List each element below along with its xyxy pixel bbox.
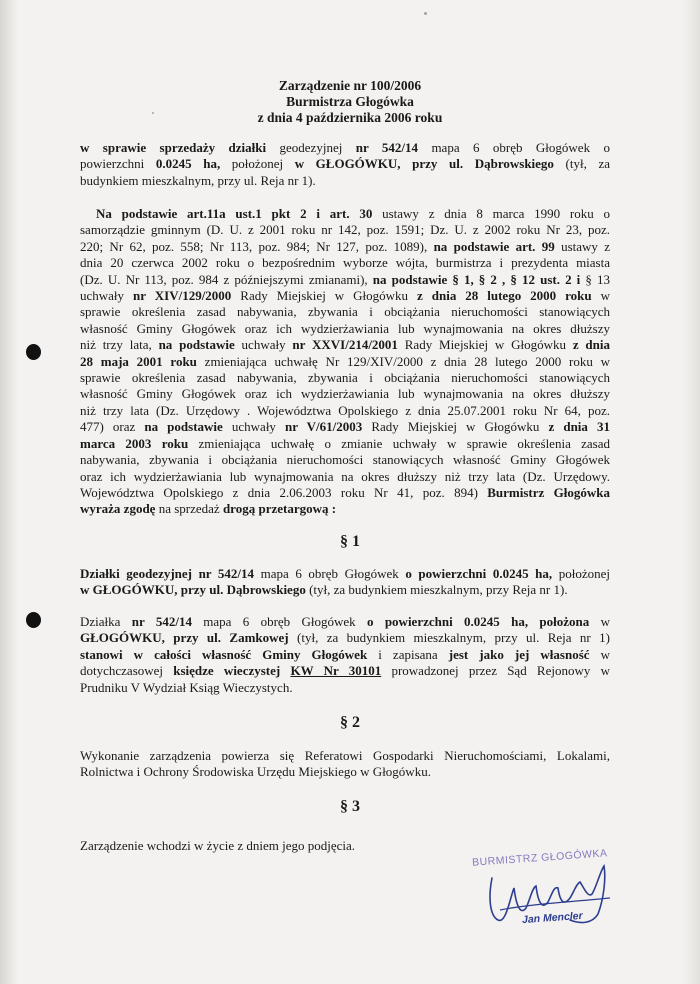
text-line [80, 222, 610, 238]
bold-text: nr 542/14 [131, 614, 192, 629]
intro-text: powierzchni [80, 156, 156, 172]
text: 477) oraz [80, 419, 145, 435]
mayor-name-stamp: Jan Mencler [521, 909, 584, 927]
mayor-stamp-title: BURMISTRZ GŁOGÓWKA [471, 847, 608, 869]
text: w [589, 614, 610, 629]
text: dnia 20 czerwca 2002 roku o bezpośrednim wyborze wójta, burmistrza i prezydenta miasta [80, 255, 610, 271]
legal-basis-paragraph [80, 206, 610, 518]
bold-text: o powierzchni 0.0245 ha, [405, 566, 553, 581]
intro-bold: w sprawie sprzedaży działki [80, 140, 267, 155]
scan-speck [424, 12, 427, 15]
text: § 13 [580, 271, 611, 287]
text-line [80, 386, 610, 402]
bold-text: Burmistrz Głogówka [487, 484, 610, 500]
intro-bold: nr 542/14 [355, 140, 419, 155]
text-line [80, 485, 610, 501]
bold-text: z dnia 28 lutego 2000 roku [417, 288, 592, 304]
text: 220; Nr 62, poz. 558; Nr 113, poz. 984; Nr 127, poz. 1089), [80, 238, 434, 254]
text: sprawie określenia zasad nabywania, zbywania i obciążania nieruchomości stanowiących [80, 370, 610, 386]
punch-hole-top [26, 344, 41, 360]
text: oraz ich wydzierżawiania lub wynajmowania na okres dłuższy niż trzy lata (Dz. Urzędowy. [80, 468, 610, 484]
text-line [80, 647, 610, 663]
text: mapa 6 obręb Głogówek [191, 614, 367, 629]
text: Rady Miejskiej w Głogówku [231, 288, 417, 304]
punch-hole-bottom [26, 612, 41, 628]
intro-text: geodezyjnej [266, 140, 356, 155]
text: Rady Miejskiej w Głogówku [397, 337, 573, 353]
bold-text: z dnia 31 [548, 419, 611, 435]
section-1-ownership-paragraph [80, 614, 610, 696]
section-2-paragraph [80, 748, 610, 781]
bold-text: nr XIV/129/2000 [133, 288, 232, 304]
bold-text: na podstawie [144, 419, 223, 435]
bold-text: w GŁOGÓWKU, przy ul. Dąbrowskiego [80, 582, 306, 598]
document-date: z dnia 4 października 2006 roku [257, 110, 443, 125]
text: mapa 6 obręb Głogówek [254, 566, 406, 581]
text-line [80, 630, 610, 646]
text-line [80, 452, 610, 468]
text-line [80, 239, 610, 255]
intro-text: mapa 6 obręb Głogówek o [418, 140, 610, 155]
text: nabywania, zbywania i obciążania nieruchomości stanowiących własność Gminy Głogówek [80, 452, 610, 468]
bold-text: Na podstawie art.11a ust.1 pkt 2 i art. 30 [96, 206, 373, 221]
text: (tył, za budynkiem mieszkalnym, przy Reja nr 1). [305, 582, 568, 598]
bold-text: KW Nr 30101 [290, 663, 382, 679]
bold-text: wyraża zgodę [80, 501, 156, 517]
text: Województwa Opolskiego z dnia 2.06.2003 roku Nr 41, poz. 894) [80, 484, 488, 500]
text: uchwały [80, 288, 134, 304]
bold-text: 28 maja 2001 roku [80, 353, 197, 369]
text: własność Gminy Głogówek oraz ich wydzierżawiania lub wynajmowania na okres dłuższy [80, 320, 610, 336]
bold-text: na podstawie art. 99 [433, 238, 555, 254]
intro-bold: w GŁOGÓWKU, przy ul. Dąbrowskiego [294, 156, 554, 172]
text: dotychczasowej [80, 663, 174, 679]
text: ustawy z dnia 8 marca 1990 roku o [372, 206, 610, 221]
document-title: Zarządzenie nr 100/2006 [278, 78, 422, 93]
scan-shadow-left [0, 0, 18, 984]
bold-text: marca 2003 roku [80, 435, 189, 451]
text: zmieniająca uchwałę o zmianie uchwały w sprawie określenia zasad [188, 435, 610, 451]
bold-text: nr V/61/2003 [285, 419, 363, 435]
text-line [80, 436, 610, 452]
text-line [80, 337, 610, 353]
text: prowadzonej przez Sąd Rejonowy w [381, 663, 610, 679]
text: niż trzy lata, [80, 337, 159, 353]
text-line [80, 469, 610, 485]
text: Rady Miejskiej w Głogówku [362, 419, 549, 435]
intro-bold: 0.0245 ha, [155, 156, 221, 172]
intro-line [80, 140, 610, 156]
bold-text: Działki geodezyjnej nr 542/14 [80, 566, 255, 581]
text-line [80, 582, 610, 598]
bold-text: jest jako jej własność [448, 646, 590, 662]
text: na sprzedaż [155, 501, 223, 517]
text: Prudniku V Wydział Ksiąg Wieczystych. [80, 679, 293, 695]
text-line [80, 566, 610, 582]
text [280, 663, 290, 678]
text: własność Gminy Głogówek oraz ich wydzierżawiania lub wynajmowania na okres dłuższy [80, 386, 610, 402]
text: sprawie określenia zasad nabywania, zbywania i obciążania nieruchomości stanowiących [80, 304, 610, 320]
bold-text: na podstawie [158, 337, 235, 353]
text-line [80, 614, 610, 630]
section-2-heading: § 2 [340, 714, 360, 731]
text: uchwały [222, 419, 286, 435]
text: w [589, 646, 611, 662]
intro-line: budynkiem mieszkalnym, przy ul. Reja nr 1). [80, 172, 316, 188]
section-3-line: Zarządzenie wchodzi w życie z dniem jego podjęcia. [80, 838, 356, 853]
text: w [591, 288, 611, 304]
bold-text: nr XXVI/214/2001 [292, 337, 398, 353]
text: ustawy z [554, 238, 610, 254]
section-2-line: Wykonanie zarządzenia powierza się Referatowi Gospodarki Nieruchomościami, Lokalami, [80, 748, 610, 763]
bold-text: drogą przetargową : [222, 501, 337, 517]
section-2-line: Rolnictwa i Ochrony Środowiska Urzędu Miejskiego w Głogówku. [80, 764, 431, 780]
text-line [80, 663, 610, 679]
text-line [80, 288, 610, 304]
bold-text: GŁOGÓWKU, przy ul. Zamkowej [80, 630, 289, 646]
document-issuer: Burmistrza Głogówka [286, 94, 414, 109]
text-line [80, 272, 610, 288]
text: uchwały [234, 337, 293, 353]
bold-text: stanowi w całości własność Gminy Głogówek [80, 646, 368, 662]
bold-text: z dnia [572, 337, 611, 353]
text-line [80, 370, 610, 386]
text-line [80, 501, 610, 517]
text: (tył, za budynkiem mieszkalnym, przy ul. Reja nr 1) [288, 630, 610, 646]
text: samorządzie gminnym (D. U. z 2001 roku nr 142, poz. 1591; Dz. U. z 2002 roku Nr 23, poz. [80, 222, 610, 238]
text: (Dz. U. Nr 113, poz. 984 z późniejszymi zmianami), [80, 271, 373, 287]
section-3-heading: § 3 [340, 798, 360, 815]
bold-text: na podstawie § 1, § 2 , § 12 ust. 2 i [372, 271, 581, 287]
text-line [80, 206, 610, 222]
text-line [80, 321, 610, 337]
intro-text: (tył, za [553, 156, 610, 172]
text: niż trzy lata (Dz. Urzędowy . Województwa Opolskiego z dnia 25.07.2001 roku Nr 64, poz. [80, 402, 610, 418]
intro-text: położonej [220, 156, 295, 172]
section-1-heading: § 1 [340, 533, 360, 550]
text-line [80, 680, 610, 696]
text: położonej [552, 566, 610, 581]
text: zmieniająca uchwałę Nr 129/XIV/2000 z dnia 28 lutego 2000 roku w [196, 353, 610, 369]
text-line [80, 403, 610, 419]
bold-text: o powierzchni 0.0245 ha, położona [367, 614, 590, 629]
section-1-parcel-paragraph [80, 566, 610, 599]
text-line [80, 354, 610, 370]
bold-text: księdze wieczystej [173, 663, 281, 679]
text-line [80, 255, 610, 271]
text: Działka [80, 614, 132, 629]
scan-shadow-right [682, 0, 700, 984]
text-line [80, 304, 610, 320]
text-line [80, 419, 610, 435]
text: i zapisana [367, 646, 449, 662]
intro-paragraph [80, 140, 610, 189]
intro-line [80, 156, 610, 172]
